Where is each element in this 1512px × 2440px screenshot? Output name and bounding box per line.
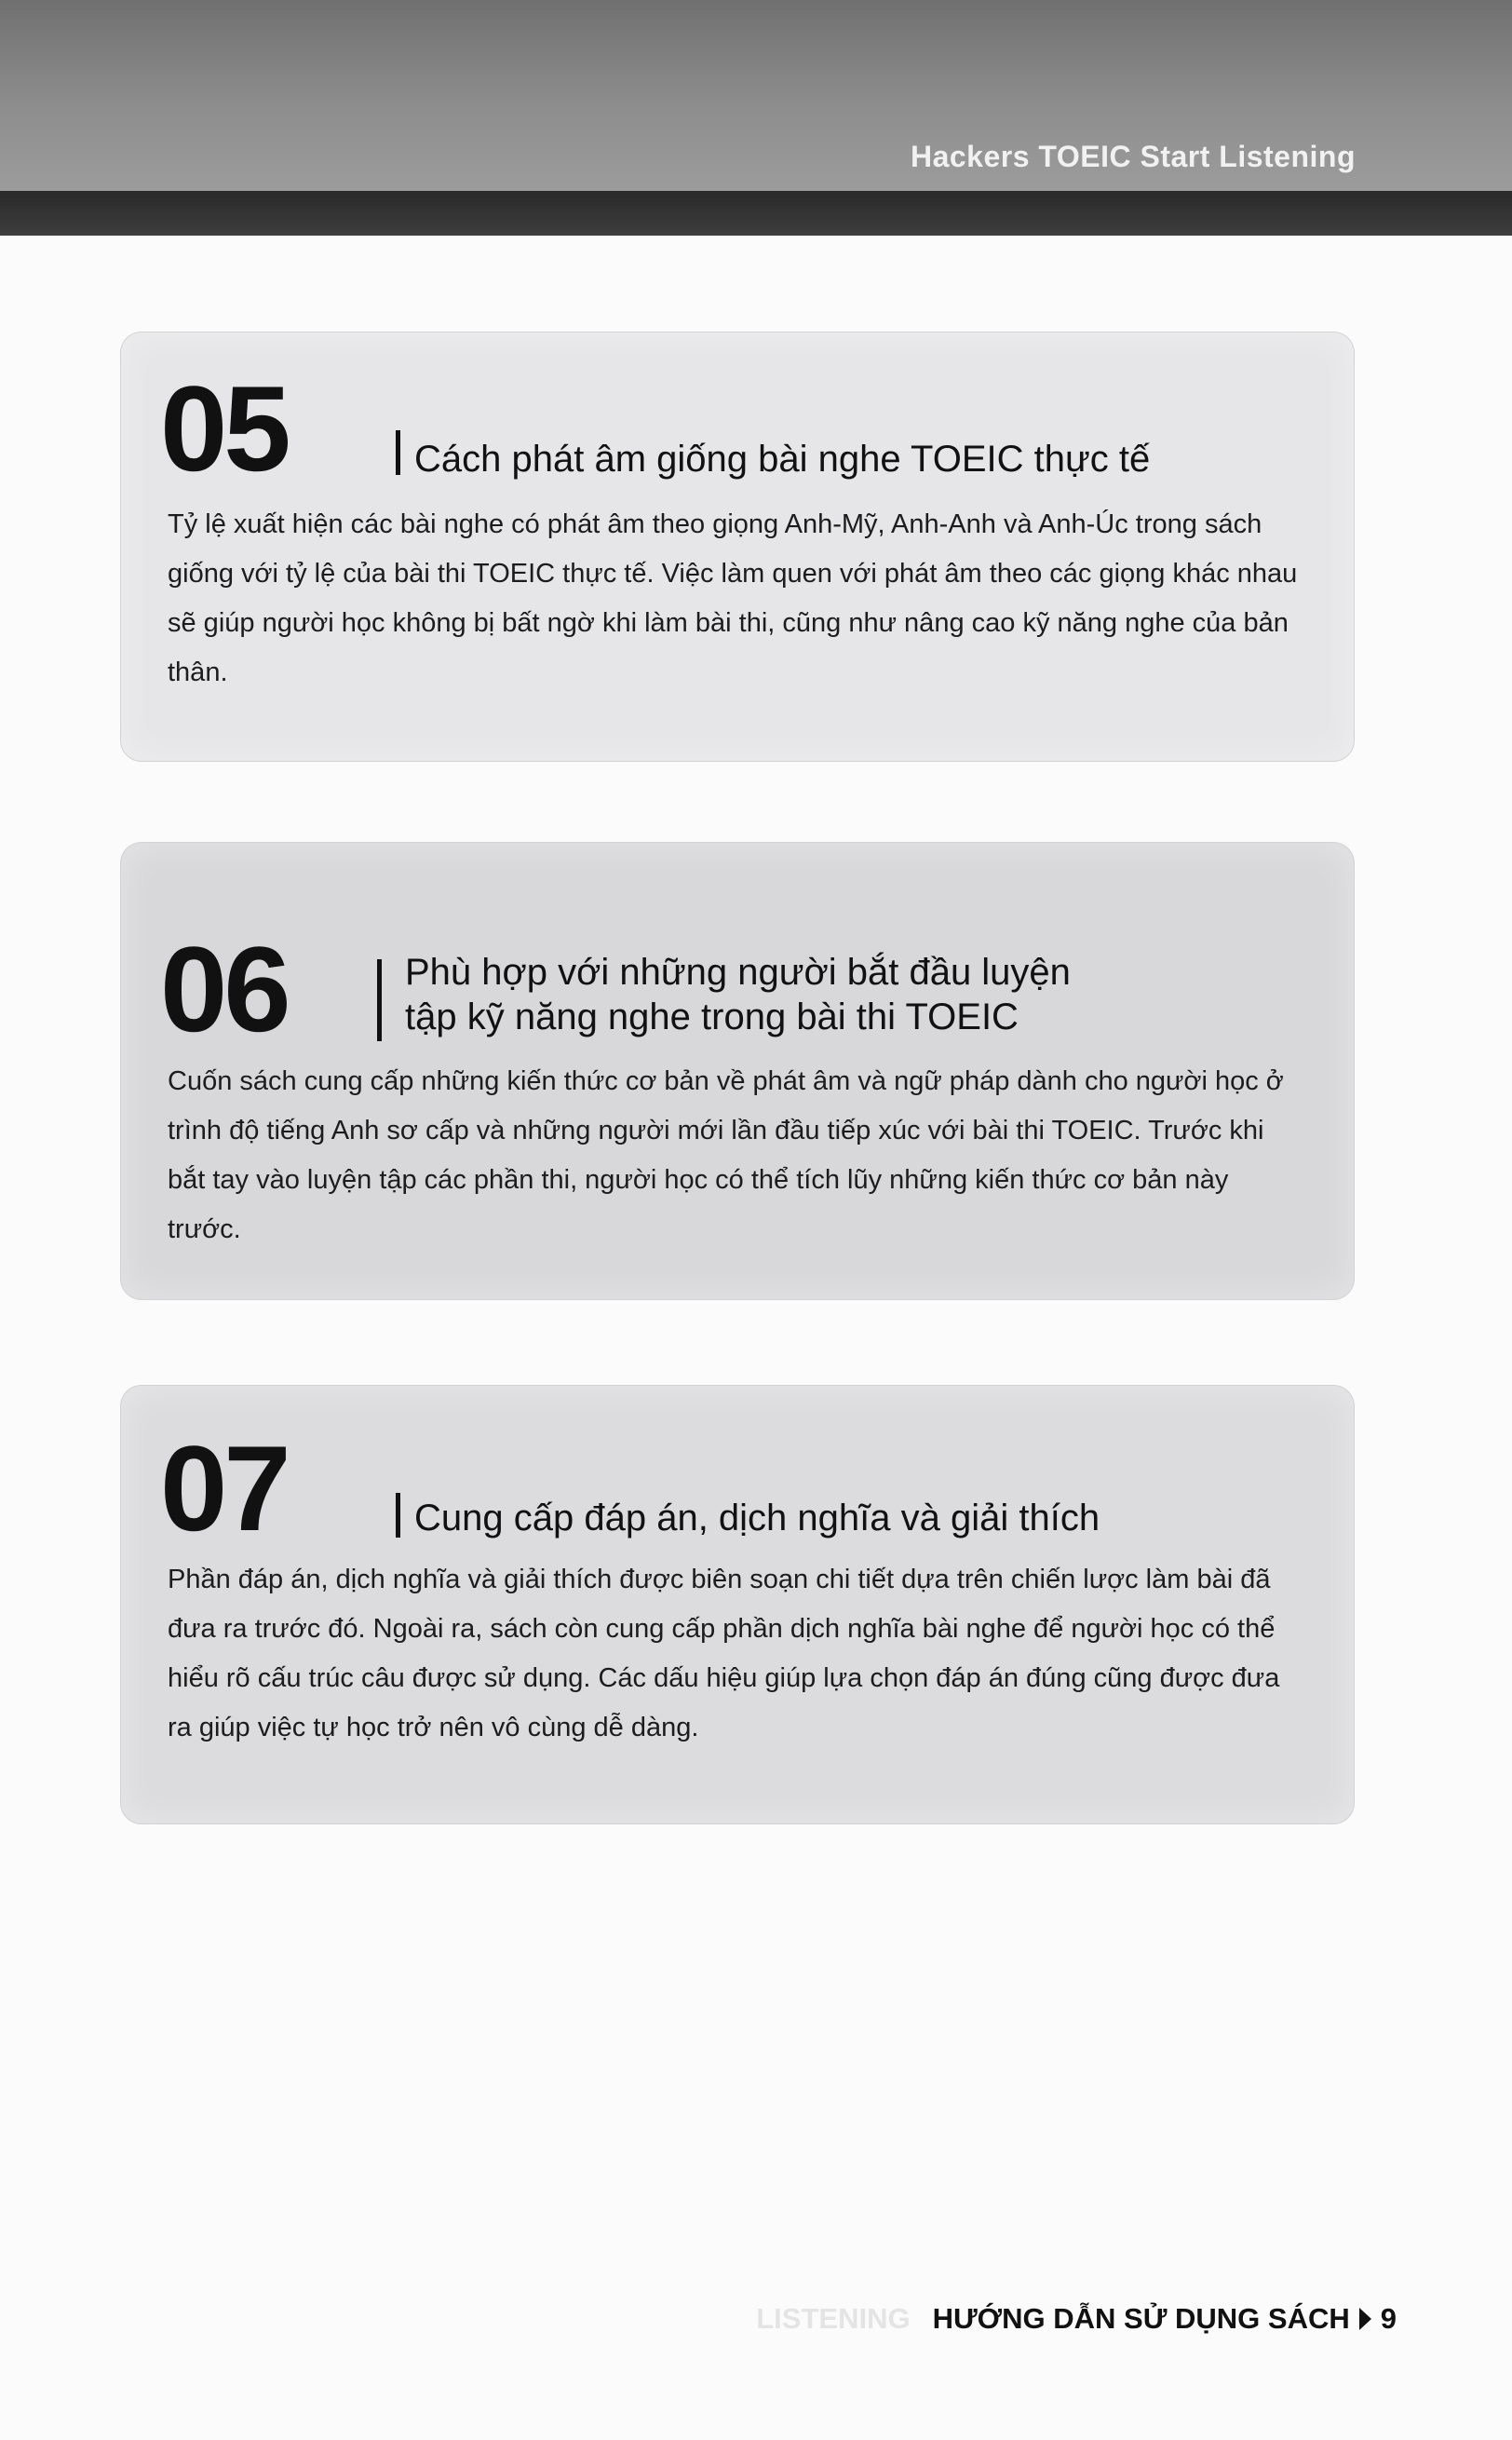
section-body: Cuốn sách cung cấp những kiến thức cơ bản về phát âm và ngữ pháp dành cho người học ở trình độ tiếng Anh sơ cấp và những người mới lần đầu tiếp xúc với bài thi TOEIC. Trước khi bắt tay vào luyện tập các phần thi, người học có thể tích lũy những kiến thức cơ bản này trước. [168, 1066, 1284, 1244]
footer-ghost-text: LISTENING [756, 2302, 911, 2335]
feature-card-07 [121, 1386, 1354, 1823]
page-footer [756, 2302, 1397, 2336]
section-title: Cung cấp đáp án, dịch nghĩa và giải thích [414, 1498, 1100, 1539]
title-divider [396, 430, 400, 475]
page-number: 9 [1380, 2302, 1397, 2335]
title-divider [396, 1493, 400, 1538]
book-title: Hackers TOEIC Start Listening [910, 140, 1356, 173]
section-number: 06 [160, 921, 288, 1057]
section-title: Phù hợp với những người bắt đầu luyện tập kỹ năng nghe trong bài thi TOEIC [405, 952, 1071, 1037]
section-number: 07 [160, 1420, 288, 1556]
section-body: Tỷ lệ xuất hiện các bài nghe có phát âm theo giọng Anh-Mỹ, Anh-Anh và Anh-Úc trong sách giống với tỷ lệ của bài thi TOEIC thực tế. Việc làm quen với phát âm theo các giọng khác nhau sẽ giúp người học không bị bất ngờ khi làm bài thi, cũng như nâng cao kỹ năng nghe của bản thân. [168, 509, 1298, 687]
header-bar [0, 0, 1512, 191]
title-divider [377, 959, 382, 1041]
feature-card-05 [121, 332, 1354, 761]
footer-section-label: HƯỚNG DẪN SỬ DỤNG SÁCH [932, 2302, 1350, 2335]
section-number: 05 [160, 360, 288, 496]
feature-card-06 [121, 843, 1354, 1299]
section-title: Cách phát âm giống bài nghe TOEIC thực tế [414, 439, 1151, 480]
section-body: Phần đáp án, dịch nghĩa và giải thích được biên soạn chi tiết dựa trên chiến lược làm bài đã đưa ra trước đó. Ngoài ra, sách còn cung cấp phần dịch nghĩa bài nghe để người học có thể hiểu rõ cấu trúc câu được sử dụng. Các dấu hiệu giúp lựa chọn đáp án đúng cũng được đưa ra giúp việc tự học trở nên vô cùng dễ dàng. [168, 1565, 1280, 1742]
triangle-right-icon [1359, 2308, 1371, 2330]
